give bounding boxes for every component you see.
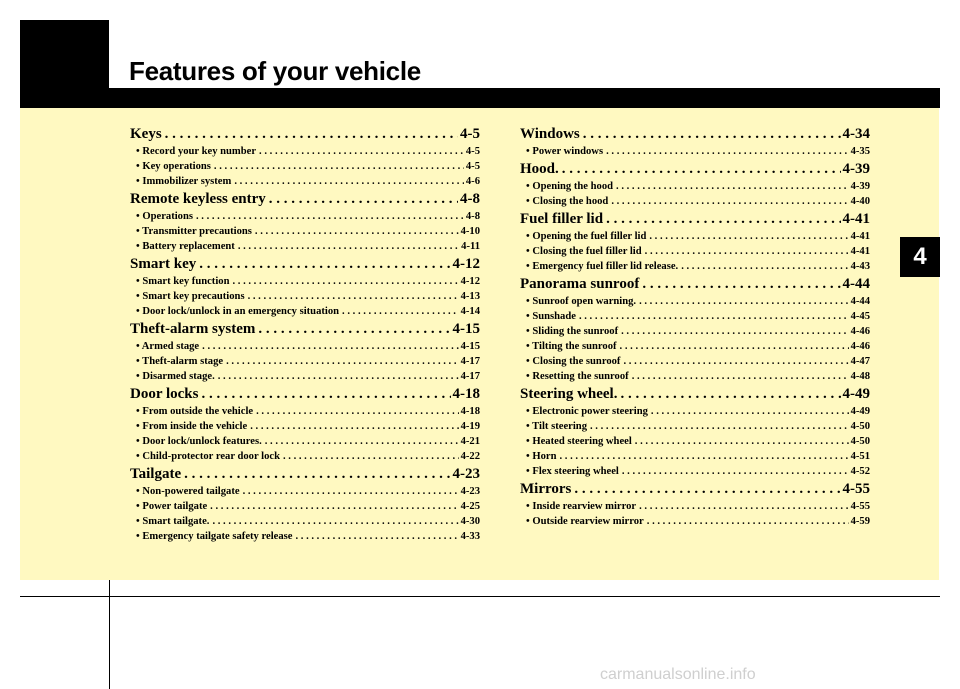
toc-entry-label: • Battery replacement: [136, 241, 235, 252]
leader-dots: [639, 274, 840, 294]
toc-entry-label: • From outside the vehicle: [136, 406, 254, 417]
toc-section-label: Smart key: [130, 256, 197, 272]
leader-dots: [181, 464, 450, 484]
leader-dots: [646, 229, 848, 244]
leader-dots: [223, 354, 459, 369]
toc-entry-label: • Smart key function: [136, 276, 230, 287]
toc-entry-label: • Disarmed stage.: [136, 371, 215, 382]
toc-entry-label: • Armed stage: [136, 341, 200, 352]
toc-entry-label: • Heated steering wheel: [526, 436, 632, 447]
toc-entry[interactable]: [520, 294, 870, 309]
leader-dots: [571, 479, 840, 499]
toc-section-page: 4-12: [452, 256, 480, 272]
leader-dots: [207, 499, 458, 514]
leader-dots: [252, 224, 459, 239]
toc-entry-page: 4-13: [460, 291, 480, 302]
toc-section-label: Door locks: [130, 386, 199, 402]
toc-entry-label: • Outside rearview mirror: [526, 516, 644, 527]
toc-section-page: 4-34: [842, 126, 870, 142]
toc-section-label: Steering wheel.: [520, 386, 618, 402]
toc-entry[interactable]: [130, 289, 480, 304]
toc-entry-page: 4-17: [460, 356, 480, 367]
toc-entry[interactable]: [130, 434, 480, 449]
toc-section-page: 4-15: [452, 321, 480, 337]
toc-entry-page: 4-30: [460, 516, 480, 527]
toc-entry-page: 4-22: [460, 451, 480, 462]
toc-entry[interactable]: [520, 499, 870, 514]
toc-section-page: 4-23: [452, 466, 480, 482]
leader-dots: [211, 159, 464, 174]
toc-entry-label: • Opening the hood: [526, 181, 614, 192]
toc-entry[interactable]: [130, 209, 480, 224]
toc-entry[interactable]: [520, 464, 870, 479]
toc-entry-page: 4-44: [850, 296, 870, 307]
toc-section-page: 4-18: [452, 386, 480, 402]
toc-entry-label: • Power tailgate: [136, 501, 208, 512]
toc-entry[interactable]: [520, 309, 870, 324]
toc-entry[interactable]: [130, 354, 480, 369]
leader-dots: [613, 179, 849, 194]
toc-entry-page: 4-11: [461, 241, 480, 252]
toc-entry-page: 4-41: [850, 246, 870, 257]
leader-dots: [193, 209, 464, 224]
toc-entry-label: • Smart key precautions: [136, 291, 245, 302]
toc-entry[interactable]: [130, 404, 480, 419]
toc-entry-page: 4-5: [465, 146, 480, 157]
leader-dots: [642, 244, 849, 259]
toc-entry[interactable]: [520, 194, 870, 209]
toc-entry[interactable]: [130, 174, 480, 189]
leader-dots: [280, 449, 459, 464]
leader-dots: [266, 189, 458, 209]
toc-entry-page: 4-18: [460, 406, 480, 417]
leader-dots: [262, 434, 459, 449]
toc-section[interactable]: [520, 274, 870, 294]
toc-entry[interactable]: [520, 339, 870, 354]
leader-dots: [620, 354, 848, 369]
toc-entry[interactable]: [130, 304, 480, 319]
toc-section[interactable]: [520, 479, 870, 499]
toc-entry[interactable]: [130, 224, 480, 239]
toc-entry-page: 4-45: [850, 311, 870, 322]
toc-entry[interactable]: [130, 369, 480, 384]
toc-entry-page: 4-59: [850, 516, 870, 527]
toc-entry[interactable]: [130, 419, 480, 434]
toc-entry-label: • Key operations: [136, 161, 211, 172]
leader-dots: [198, 384, 450, 404]
leader-dots: [255, 319, 450, 339]
toc-entry[interactable]: [520, 404, 870, 419]
leader-dots: [253, 404, 458, 419]
toc-entry-label: • Smart tailgate.: [136, 516, 210, 527]
leader-dots: [162, 124, 458, 144]
toc-entry-label: • Flex steering wheel: [526, 466, 619, 477]
toc-entry[interactable]: [130, 514, 480, 529]
leader-dots: [229, 274, 458, 289]
toc-entry-label: • Child-protector rear door lock: [136, 451, 280, 462]
toc-entry-page: 4-15: [460, 341, 480, 352]
toc-section-page: 4-5: [460, 126, 480, 142]
leader-dots: [603, 209, 840, 229]
toc-section-label: Keys: [130, 126, 162, 142]
leader-dots: [618, 324, 848, 339]
toc-entry-label: • Immobilizer system: [136, 176, 232, 187]
toc-entry[interactable]: [520, 324, 870, 339]
toc-section[interactable]: [520, 124, 870, 144]
toc-entry-page: 4-5: [465, 161, 480, 172]
toc-entry-page: 4-19: [460, 421, 480, 432]
toc-entry[interactable]: [130, 239, 480, 254]
chapter-tab[interactable]: 4: [900, 237, 940, 277]
leader-dots: [587, 419, 849, 434]
toc-entry-label: • Door lock/unlock in an emergency situation: [136, 306, 340, 317]
leader-dots: [557, 449, 849, 464]
toc-entry-label: • Transmitter precautions: [136, 226, 252, 237]
toc-entry-label: • From inside the vehicle: [136, 421, 248, 432]
page-title: Features of your vehicle: [129, 56, 421, 86]
leader-dots: [629, 369, 849, 384]
toc-entry-page: 4-40: [850, 196, 870, 207]
toc-entry-page: 4-43: [850, 261, 870, 272]
toc-entry-label: • Emergency fuel filler lid release.: [526, 261, 679, 272]
toc-section[interactable]: [130, 189, 480, 209]
leader-dots: [648, 404, 849, 419]
toc-entry-page: 4-35: [850, 146, 870, 157]
toc-entry-label: • Horn: [526, 451, 557, 462]
toc-entry[interactable]: [520, 369, 870, 384]
toc-entry-label: • Emergency tailgate safety release: [136, 531, 293, 542]
toc-entry-page: 4-51: [850, 451, 870, 462]
toc-entry-page: 4-50: [850, 436, 870, 447]
leader-dots: [617, 384, 840, 404]
toc-entry-label: • Inside rearview mirror: [526, 501, 637, 512]
toc-entry-label: • Resetting the sunroof: [526, 371, 629, 382]
leader-dots: [215, 369, 459, 384]
toc-entry-label: • Closing the hood: [526, 196, 609, 207]
leader-dots: [603, 144, 848, 159]
toc-entry-page: 4-17: [460, 371, 480, 382]
toc-section-page: 4-55: [842, 481, 870, 497]
toc-entry-label: • Record your key number: [136, 146, 257, 157]
toc-section-label: Tailgate: [130, 466, 182, 482]
toc-entry-page: 4-14: [460, 306, 480, 317]
toc-section-label: Mirrors: [520, 481, 572, 497]
leader-dots: [240, 484, 459, 499]
toc-entry-label: • Door lock/unlock features.: [136, 436, 262, 447]
toc-entry-page: 4-33: [460, 531, 480, 542]
toc-entry[interactable]: [130, 449, 480, 464]
toc-entry[interactable]: [520, 354, 870, 369]
toc-section-page: 4-41: [842, 211, 870, 227]
leader-dots: [339, 304, 459, 319]
toc-entry[interactable]: [130, 339, 480, 354]
toc-entry-page: 4-41: [850, 231, 870, 242]
toc-section-label: Windows: [520, 126, 580, 142]
toc-entry[interactable]: [130, 529, 480, 544]
toc-section-label: Fuel filler lid: [520, 211, 604, 227]
toc-entry-label: • Closing the sunroof: [526, 356, 621, 367]
toc-section-page: 4-8: [460, 191, 480, 207]
toc-section-label: Panorama sunroof: [520, 276, 640, 292]
toc-entry-page: 4-23: [460, 486, 480, 497]
toc-entry-page: 4-48: [850, 371, 870, 382]
toc-entry-page: 4-8: [465, 211, 480, 222]
toc-section[interactable]: [130, 124, 480, 144]
toc-entry[interactable]: [520, 419, 870, 434]
toc-entry-label: • Closing the fuel filler lid: [526, 246, 642, 257]
leader-dots: [235, 239, 459, 254]
leader-dots: [617, 339, 849, 354]
leader-dots: [231, 174, 464, 189]
toc-entry-page: 4-47: [850, 356, 870, 367]
header-rule: [20, 88, 940, 108]
toc-entry[interactable]: [520, 434, 870, 449]
toc-entry[interactable]: [520, 179, 870, 194]
toc-entry[interactable]: [520, 259, 870, 274]
leader-dots: [196, 254, 450, 274]
toc-entry-page: 4-46: [850, 326, 870, 337]
toc-section[interactable]: [130, 319, 480, 339]
leader-dots: [559, 159, 841, 179]
leader-dots: [632, 434, 849, 449]
toc-section[interactable]: [130, 254, 480, 274]
toc-entry[interactable]: [520, 449, 870, 464]
toc-entry[interactable]: [520, 144, 870, 159]
toc-entry-page: 4-12: [460, 276, 480, 287]
leader-dots: [256, 144, 464, 159]
leader-dots: [636, 499, 848, 514]
leader-dots: [608, 194, 848, 209]
toc-entry-page: 4-49: [850, 406, 870, 417]
toc-entry[interactable]: [520, 514, 870, 529]
toc-entry-page: 4-6: [465, 176, 480, 187]
leader-dots: [636, 294, 849, 309]
toc-section-label: Theft-alarm system: [130, 321, 256, 337]
toc-section[interactable]: [130, 384, 480, 404]
toc-section[interactable]: [520, 384, 870, 404]
toc-entry-label: • Opening the fuel filler lid: [526, 231, 647, 242]
toc-entry-label: • Theft-alarm stage: [136, 356, 224, 367]
toc-column-left: [130, 124, 480, 544]
toc-entry-label: • Electronic power steering: [526, 406, 648, 417]
toc-entry-label: • Sunroof open warning.: [526, 296, 637, 307]
toc-entry-page: 4-10: [460, 226, 480, 237]
toc-entry-page: 4-46: [850, 341, 870, 352]
toc-entry-page: 4-50: [850, 421, 870, 432]
toc-entry-label: • Operations: [136, 211, 193, 222]
toc-entry-page: 4-39: [850, 181, 870, 192]
toc-section[interactable]: [520, 159, 870, 179]
toc-entry[interactable]: [130, 484, 480, 499]
leader-dots: [199, 339, 458, 354]
toc-entry[interactable]: [130, 144, 480, 159]
leader-dots: [576, 309, 849, 324]
leader-dots: [619, 464, 849, 479]
leader-dots: [292, 529, 458, 544]
toc-entry[interactable]: [130, 159, 480, 174]
toc-entry-label: • Tilting the sunroof: [526, 341, 617, 352]
leader-dots: [644, 514, 849, 529]
leader-dots: [209, 514, 458, 529]
toc-entry[interactable]: [130, 274, 480, 289]
toc-entry-label: • Sliding the sunroof: [526, 326, 619, 337]
toc-column-right: [520, 124, 870, 529]
toc-entry[interactable]: [520, 244, 870, 259]
toc-entry-page: 4-21: [460, 436, 480, 447]
toc-section[interactable]: [130, 464, 480, 484]
leader-dots: [678, 259, 848, 274]
leader-dots: [247, 419, 458, 434]
watermark: carmanualsonline.info: [600, 666, 756, 683]
toc-entry-page: 4-25: [460, 501, 480, 512]
toc-entry-page: 4-55: [850, 501, 870, 512]
leader-dots: [580, 124, 841, 144]
toc-entry-label: • Power windows: [526, 146, 604, 157]
toc-section[interactable]: [520, 209, 870, 229]
footer-rule: [20, 596, 940, 597]
toc-section-page: 4-44: [842, 276, 870, 292]
toc-entry-label: • Sunshade: [526, 311, 576, 322]
toc-section-page: 4-39: [842, 161, 870, 177]
toc-section-label: Hood.: [520, 161, 559, 177]
toc-entry-label: • Non-powered tailgate: [136, 486, 240, 497]
toc-entry[interactable]: [520, 229, 870, 244]
toc-section-label: Remote keyless entry: [130, 191, 266, 207]
toc-section-page: 4-49: [842, 386, 870, 402]
toc-entry-label: • Tilt steering: [526, 421, 587, 432]
leader-dots: [245, 289, 459, 304]
toc-entry[interactable]: [130, 499, 480, 514]
toc-entry-page: 4-52: [850, 466, 870, 477]
